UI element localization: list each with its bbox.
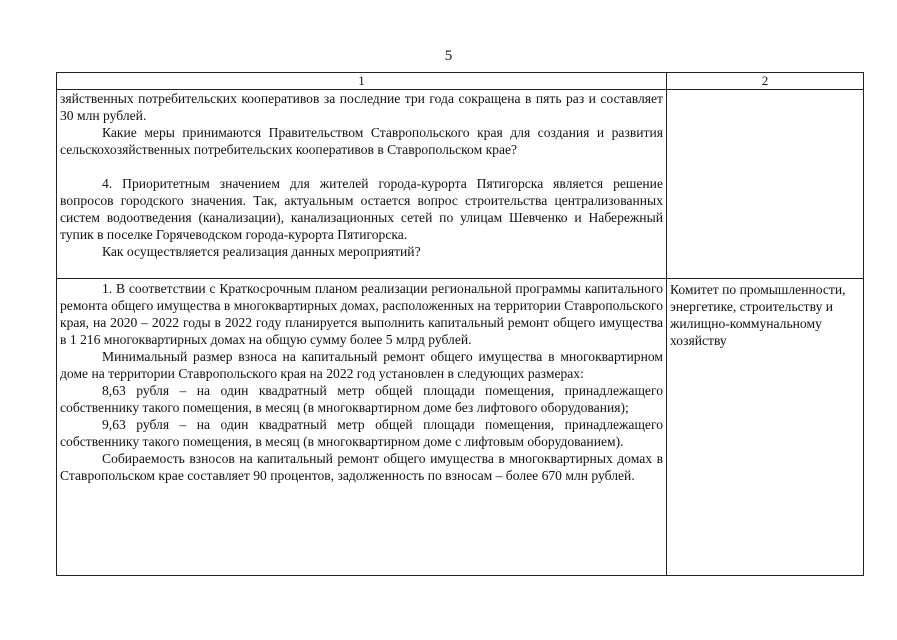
answer-cell: [57, 279, 667, 576]
question-4-ask: Как осуществляется реализация данных мероприятий?: [102, 244, 421, 259]
header-col-1: 1: [57, 73, 667, 90]
page-number: 5: [444, 48, 453, 64]
answer-paragraph-4: 9,63 рубля – на один квадратный метр общей площади помещения, принадлежащего собственнику такого помещения, в месяц (в многоквартирном доме с лифтовым оборудованием).: [60, 417, 663, 449]
question-continuation: зяйственных потребительских кооперативов за последние три года сокращена в пять раз и составляет 30 млн рублей.: [60, 91, 663, 123]
answer-paragraph-5: Собираемость взносов на капитальный ремонт общего имущества в многоквартирных домах в Ставропольском крае составляет 90 процентов, задолженность по взносам – более 670 млн рублей.: [60, 451, 663, 483]
answer-paragraph-2: Минимальный размер взноса на капитальный ремонт общего имущества в многоквартирном доме на территории Ставропольского края на 2022 год установлен в следующих размерах:: [60, 349, 663, 381]
answer-paragraph-3: 8,63 рубля – на один квадратный метр общей площади помещения, принадлежащего собственнику такого помещения, в месяц (в многоквартирном доме без лифтового оборудования);: [60, 383, 663, 415]
question-text: Какие меры принимаются Правительством Ставропольского края для создания и развития сельскохозяйственных потребительских кооперативов в Ставропольском крае?: [60, 125, 663, 157]
header-col-2: 2: [667, 73, 864, 90]
answers-table: [56, 72, 864, 576]
table-header-row: [57, 73, 864, 90]
question-4-text: 4. Приоритетным значением для жителей города-курорта Пятигорска является решение вопросов городского значения. Так, актуальным остается вопрос строительства централизованных систем водоотведения (канализации), канализационных сетей по улицам Шевченко и Набережный тупик в поселке Горячеводском города-курорта Пятигорска.: [60, 176, 663, 242]
responsible-cell-empty: [667, 90, 864, 279]
responsible-cell: [667, 279, 864, 576]
answer-paragraph-1: 1. В соответствии с Краткосрочным планом реализации региональной программы капитального ремонта общего имущества в многоквартирных домах, расположенных на территории Ставропольского края, на 2020 – 2022 годы в 2022 году планируется выполнить капитальный ремонт общего имущества в 1 216 многоквартирных домах на общую сумму более 5 млрд рублей.: [60, 281, 663, 347]
table-row: [57, 90, 864, 279]
table-row: [57, 279, 864, 576]
responsible-committee: Комитет по промышленности, энергетике, строительству и жилищно-коммунальному хозяйству: [670, 282, 846, 348]
question-cell: [57, 90, 667, 279]
